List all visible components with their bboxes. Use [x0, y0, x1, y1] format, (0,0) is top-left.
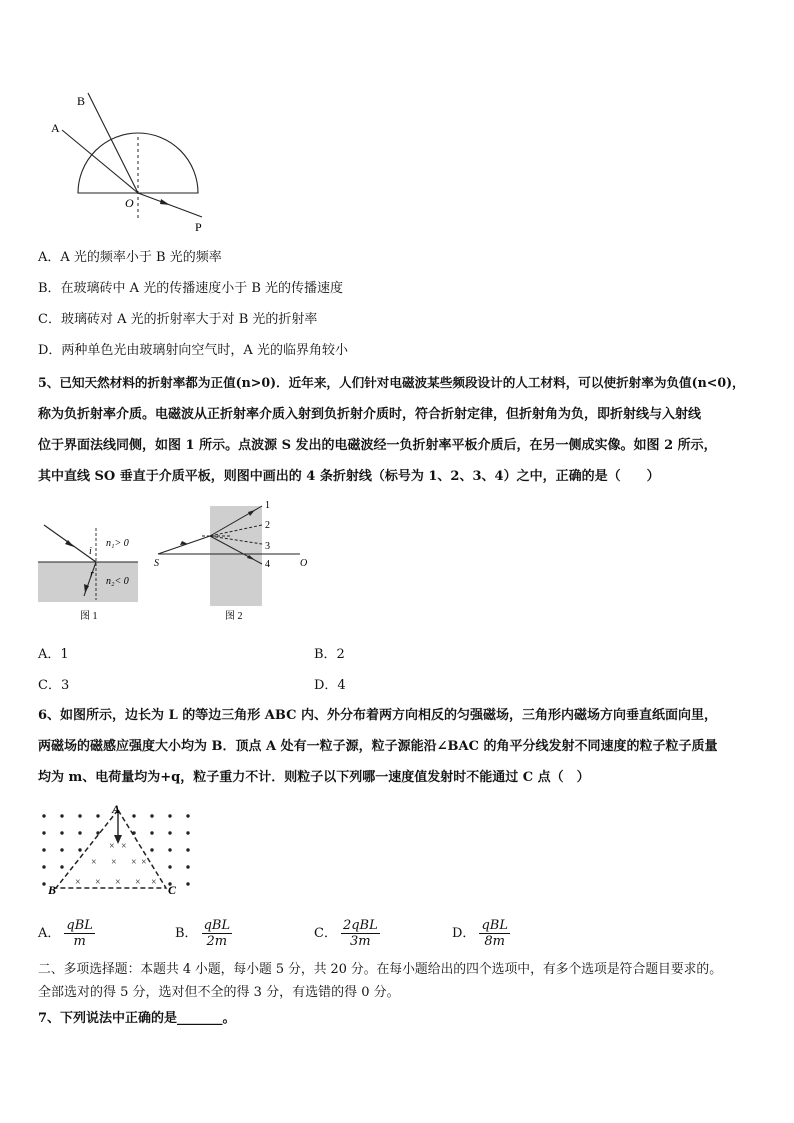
figure-2-caption: 图 2: [225, 611, 243, 622]
section-2-heading-line-2: 全部选对的得 5 分，选对但不全的得 3 分，有选错的得 0 分。: [38, 985, 400, 1000]
field-dot: [168, 831, 171, 834]
field-dot: [168, 865, 171, 868]
denominator: m: [73, 934, 86, 949]
ray-1-label: 1: [265, 500, 270, 511]
field-dot: [42, 865, 45, 868]
denominator: 8m: [484, 934, 505, 949]
field-dot: [60, 848, 63, 851]
denominator: 2m: [206, 934, 228, 949]
q5-option-a: A．1: [38, 647, 69, 662]
q6-option-d-fraction: [479, 918, 510, 949]
q6-option-b: [175, 918, 232, 949]
q5-option-c: C．3: [38, 678, 70, 693]
field-cross: ×: [121, 841, 127, 852]
q6-line-3: 均为 m、电荷量均为+q，粒子重力不计．则粒子以下列哪一速度值发射时不能通过 C 点（ ）: [38, 770, 590, 785]
field-cross: ×: [111, 857, 117, 868]
q6-option-a-letter: A．: [38, 926, 61, 941]
q6-option-c-fraction: [341, 918, 380, 949]
field-dot: [150, 814, 153, 817]
vertex-a: A: [112, 802, 121, 816]
figure-1-negative-refraction: [36, 520, 146, 625]
field-dot: [60, 831, 63, 834]
field-dot: [96, 831, 99, 834]
field-dot: [60, 814, 63, 817]
ray-4-label: 4: [265, 559, 270, 570]
ray-b: [88, 93, 138, 193]
q6-option-b-letter: B．: [175, 926, 198, 941]
numerator: qBL: [481, 918, 508, 933]
source-s: S: [154, 558, 159, 569]
field-dot: [42, 848, 45, 851]
q6-option-c-letter: C．: [314, 926, 337, 941]
ray-a: [62, 130, 138, 193]
triangle-magnetic-field-figure: [36, 802, 196, 902]
q6-line-2: 两磁场的磁感应强度大小均为 B．顶点 A 处有一粒子源，粒子源能沿∠BAC 的角平分线发射不同速度的粒子粒子质量: [38, 739, 718, 754]
numerator: 2qBL: [342, 918, 378, 933]
q6-option-c: [314, 918, 380, 949]
denominator: 3m: [350, 934, 371, 949]
label-b: B: [77, 94, 86, 108]
field-dot: [186, 865, 189, 868]
field-dot: [78, 848, 81, 851]
field-cross: ×: [131, 857, 137, 868]
vertex-c: C: [168, 883, 177, 897]
q4-option-a: A．A 光的频率小于 B 光的频率: [38, 250, 222, 265]
angle-r: r: [90, 569, 94, 580]
numerator: qBL: [203, 918, 231, 933]
field-dot: [42, 814, 45, 817]
field-dot: [168, 848, 171, 851]
q4-option-d: D．两种单色光由玻璃射向空气时，A 光的临界角较小: [38, 343, 348, 358]
field-dot: [186, 848, 189, 851]
n2-label: n₂< 0: [106, 576, 129, 587]
q6-option-d-letter: D．: [452, 926, 476, 941]
q6-option-a: [38, 918, 95, 949]
field-cross: ×: [109, 841, 115, 852]
field-dot: [42, 882, 45, 885]
angle-i: i: [89, 546, 92, 557]
q5-line-4: 其中直线 SO 垂直于介质平板，则图中画出的 4 条折射线（标号为 1、2、3、4）之中，正确的是（ ）: [38, 469, 660, 484]
field-cross: ×: [151, 877, 157, 888]
numerator: qBL: [66, 918, 93, 933]
section-2-heading-line-1: 二、多项选择题：本题共 4 小题，每小题 5 分，共 20 分。在每小题给出的四个选项中，有多个选项是符合题目要求的。: [38, 962, 723, 977]
ray-3-label: 3: [265, 541, 270, 552]
field-dot: [60, 865, 63, 868]
field-dot: [168, 814, 171, 817]
label-p: P: [195, 220, 202, 234]
q4-option-b: B．在玻璃砖中 A 光的传播速度小于 B 光的传播速度: [38, 281, 344, 296]
field-dot: [150, 831, 153, 834]
field-cross: ×: [135, 877, 141, 888]
field-dot: [78, 814, 81, 817]
q4-option-c: C．玻璃砖对 A 光的折射率大于对 B 光的折射率: [38, 312, 318, 327]
figure-1-caption: 图 1: [80, 611, 98, 622]
field-dot: [186, 831, 189, 834]
field-dot: [186, 882, 189, 885]
field-cross: ×: [75, 877, 81, 888]
q5-line-3: 位于界面法线同侧，如图 1 所示。点波源 S 发出的电磁波经一负折射率平板介质后，在另一侧成实像。如图 2 所示，: [38, 438, 717, 453]
vertex-b: B: [48, 883, 57, 897]
field-cross: ×: [115, 877, 121, 888]
incident-ray: [158, 536, 210, 554]
q6-option-d: [452, 918, 510, 949]
ray-p-arrow: [160, 199, 170, 205]
q5-option-b: B．2: [314, 647, 345, 662]
point-o: O: [300, 558, 308, 569]
field-cross: ×: [141, 857, 147, 868]
q5-line-2: 称为负折射率介质。电磁波从正折射率介质入射到负折射介质时，符合折射定律，但折射角为负，即折射线与入射线: [38, 407, 702, 422]
q6-option-b-fraction: [202, 918, 233, 949]
field-dot: [186, 814, 189, 817]
label-o: O: [125, 196, 134, 210]
q6-line-1: 6、如图所示，边长为 L 的等边三角形 ABC 内、外分布着两方向相反的匀强磁场，三角形内磁场方向垂直纸面向里，: [38, 708, 717, 723]
field-dot: [96, 814, 99, 817]
field-dot: [132, 814, 135, 817]
field-dot: [150, 848, 153, 851]
field-cross: ×: [95, 877, 101, 888]
figure-2-point-source: [150, 498, 320, 623]
n1-label: n₁> 0: [106, 538, 129, 549]
q6-option-a-fraction: [64, 918, 95, 949]
field-dot: [42, 831, 45, 834]
semicircle-refraction-figure: [40, 85, 220, 235]
field-cross: ×: [91, 857, 97, 868]
q5-line-1: 5、已知天然材料的折射率都为正值(n>0)．近年来，人们针对电磁波某些频段设计的人工材料，可以使折射率为负值(n<0)，: [38, 375, 745, 390]
q5-option-d: D．4: [314, 678, 346, 693]
field-dot: [78, 831, 81, 834]
field-dots-outside: [42, 814, 189, 885]
q7-stem: 7、下列说法中正确的是_______。: [38, 1011, 236, 1026]
label-a: A: [51, 121, 60, 135]
ray-2-label: 2: [265, 520, 270, 531]
